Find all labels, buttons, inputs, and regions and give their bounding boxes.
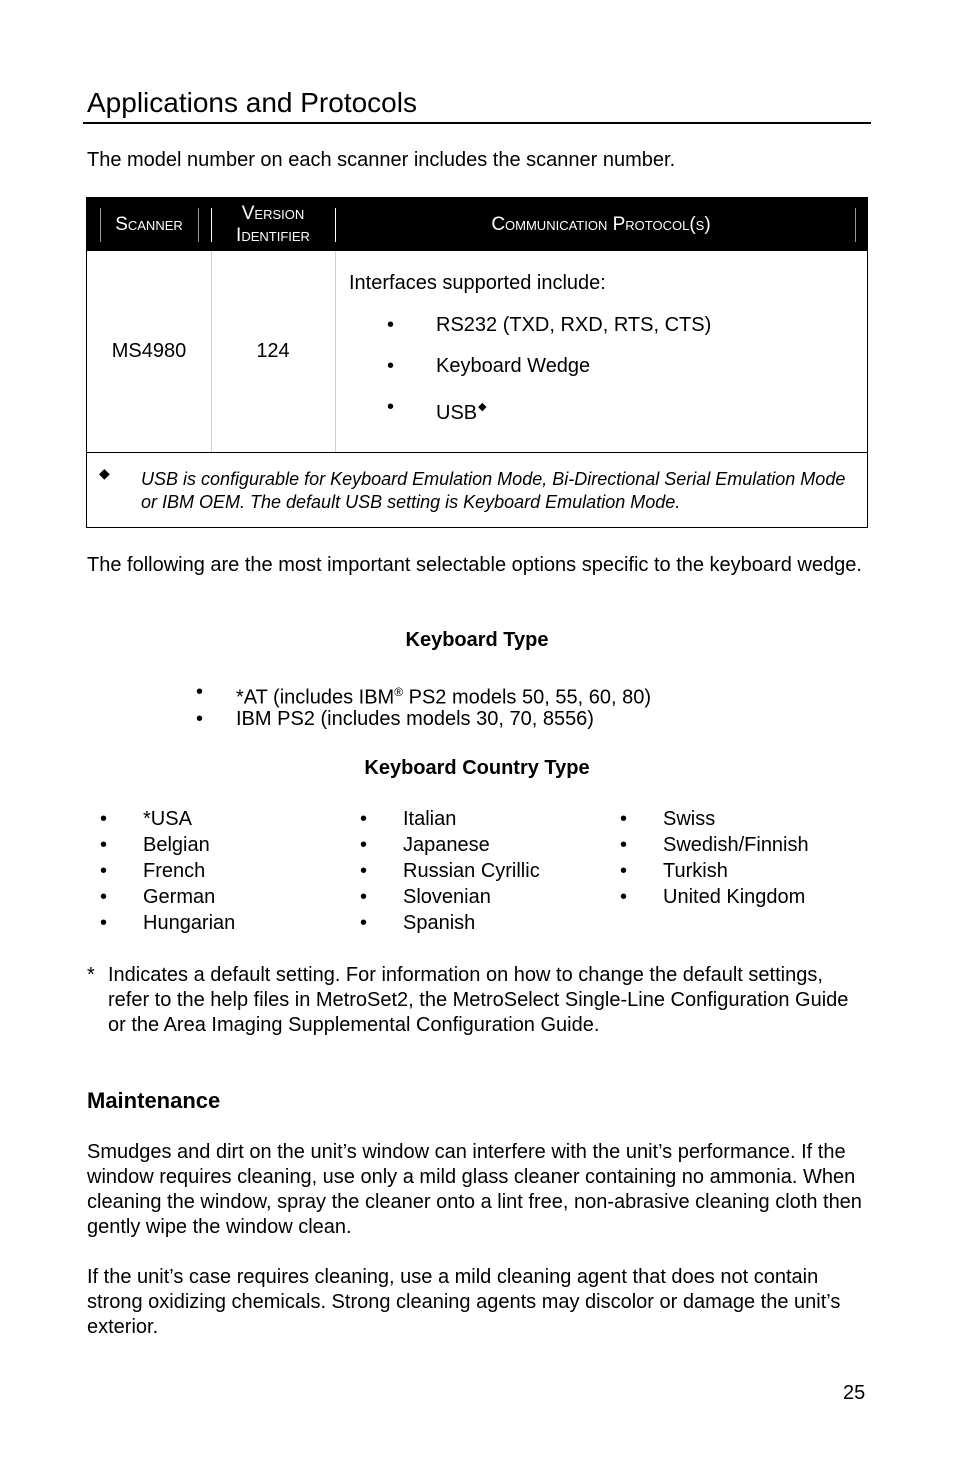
bullet-icon: • — [100, 834, 108, 856]
bullet-icon: • — [100, 912, 108, 934]
bullet-icon: • — [360, 834, 368, 856]
footnote-divider — [87, 452, 867, 453]
intro-paragraph: The model number on each scanner includes the scanner number. — [87, 149, 676, 171]
country-label: Belgian — [143, 834, 210, 856]
header-version-identifier — [211, 198, 335, 251]
header-scanner: Scanner — [115, 213, 183, 235]
bullet-icon: • — [360, 886, 368, 908]
country-label: Japanese — [403, 834, 490, 856]
bullet-icon: • — [620, 834, 628, 856]
bullet-icon: • — [196, 708, 204, 730]
interface-label: USB — [436, 402, 478, 424]
interfaces-list — [387, 313, 711, 436]
country-label: French — [143, 860, 206, 882]
column-divider — [335, 251, 336, 452]
page-title: Applications and Protocols — [87, 87, 417, 118]
cell-version: 124 — [256, 340, 290, 362]
country-label: United Kingdom — [663, 886, 806, 908]
bullet-icon: • — [360, 912, 368, 934]
table-footnote: USB is configurable for Keyboard Emulation Mode, Bi-Directional Serial Emulation Mode or IBM OEM. The default USB setting is Keyboard Emulation Mode. — [141, 469, 846, 512]
bullet-icon: • — [387, 396, 395, 418]
keyboard-type-text: PS2 models 50, 55, 60, 80) — [403, 686, 651, 709]
diamond-marker-icon: ◆ — [478, 401, 487, 413]
country-label: Swiss — [663, 808, 716, 830]
bullet-icon: • — [360, 808, 368, 830]
bullet-icon: • — [387, 355, 395, 377]
interface-label: Keyboard Wedge — [436, 355, 591, 377]
country-label: German — [143, 886, 216, 908]
header-version-line2: Identifier — [236, 224, 310, 246]
cell-scanner: MS4980 — [111, 340, 187, 362]
bullet-icon: • — [620, 860, 628, 882]
header-divider — [855, 208, 856, 242]
header-divider — [198, 208, 199, 242]
maintenance-paragraph-2: If the unit’s case requires cleaning, use a mild cleaning agent that does not contain strong oxidizing chemicals. Strong cleaning agents may discolor or damage the unit’s exterior. — [87, 1266, 841, 1338]
default-note: Indicates a default setting. For information on how to change the default settings, refer to the help files in MetroSet2, the MetroSelect Single-Line Configuration Guide or the Area Imaging Supplemental Configuration Guide. — [108, 964, 849, 1036]
keyboard-type-heading: Keyboard Type — [405, 629, 549, 651]
bullet-icon: • — [620, 808, 628, 830]
bullet-icon: • — [196, 681, 204, 703]
header-version-line1: Version — [241, 202, 305, 224]
diamond-footnote-icon: ◆ — [99, 465, 110, 481]
header-divider — [100, 208, 101, 242]
bullet-icon: • — [620, 886, 628, 908]
interface-label: RS232 (TXD, RXD, RTS, CTS) — [436, 314, 712, 336]
default-marker: * — [87, 964, 95, 986]
country-label: Hungarian — [143, 912, 236, 934]
country-label: Turkish — [663, 860, 728, 882]
country-label: Russian Cyrillic — [403, 860, 540, 882]
keyboard-wedge-paragraph: The following are the most important selectable options specific to the keyboard wedge. — [87, 554, 862, 576]
header-protocol: Communication Protocol(s) — [491, 213, 711, 235]
keyboard-type-text: *AT (includes IBM — [236, 686, 395, 709]
country-label: Swedish/Finnish — [663, 834, 809, 856]
bullet-icon: • — [360, 860, 368, 882]
page-number: 25 — [843, 1382, 866, 1404]
registered-mark: ® — [394, 685, 404, 699]
bullet-icon: • — [100, 886, 108, 908]
keyboard-type-label: IBM PS2 (includes models 30, 70, 8556) — [236, 708, 594, 730]
title-rule — [83, 122, 871, 124]
maintenance-paragraph-1: Smudges and dirt on the unit’s window can interfere with the unit’s performance. If the window requires cleaning, use only a mild glass cleaner containing no ammonia. When cleaning the window, spray the cleaner onto a lint free, non-abrasive cleaning cloth then gently wipe the window clean. — [87, 1141, 862, 1238]
interfaces-heading: Interfaces supported include: — [349, 272, 606, 294]
list-item — [387, 313, 711, 354]
bullet-icon: • — [100, 860, 108, 882]
country-label: Slovenian — [403, 886, 491, 908]
list-item — [387, 354, 711, 395]
country-label: *USA — [143, 808, 192, 830]
keyboard-country-heading: Keyboard Country Type — [364, 757, 590, 779]
bullet-icon: • — [387, 314, 395, 336]
header-divider — [211, 208, 212, 242]
header-divider — [335, 208, 336, 242]
country-label: Spanish — [403, 912, 476, 934]
maintenance-heading: Maintenance — [87, 1088, 221, 1113]
country-label: Italian — [403, 808, 457, 830]
table-header-row — [87, 198, 867, 251]
bullet-icon: • — [100, 808, 108, 830]
protocol-table — [86, 197, 868, 528]
list-item — [387, 395, 711, 436]
